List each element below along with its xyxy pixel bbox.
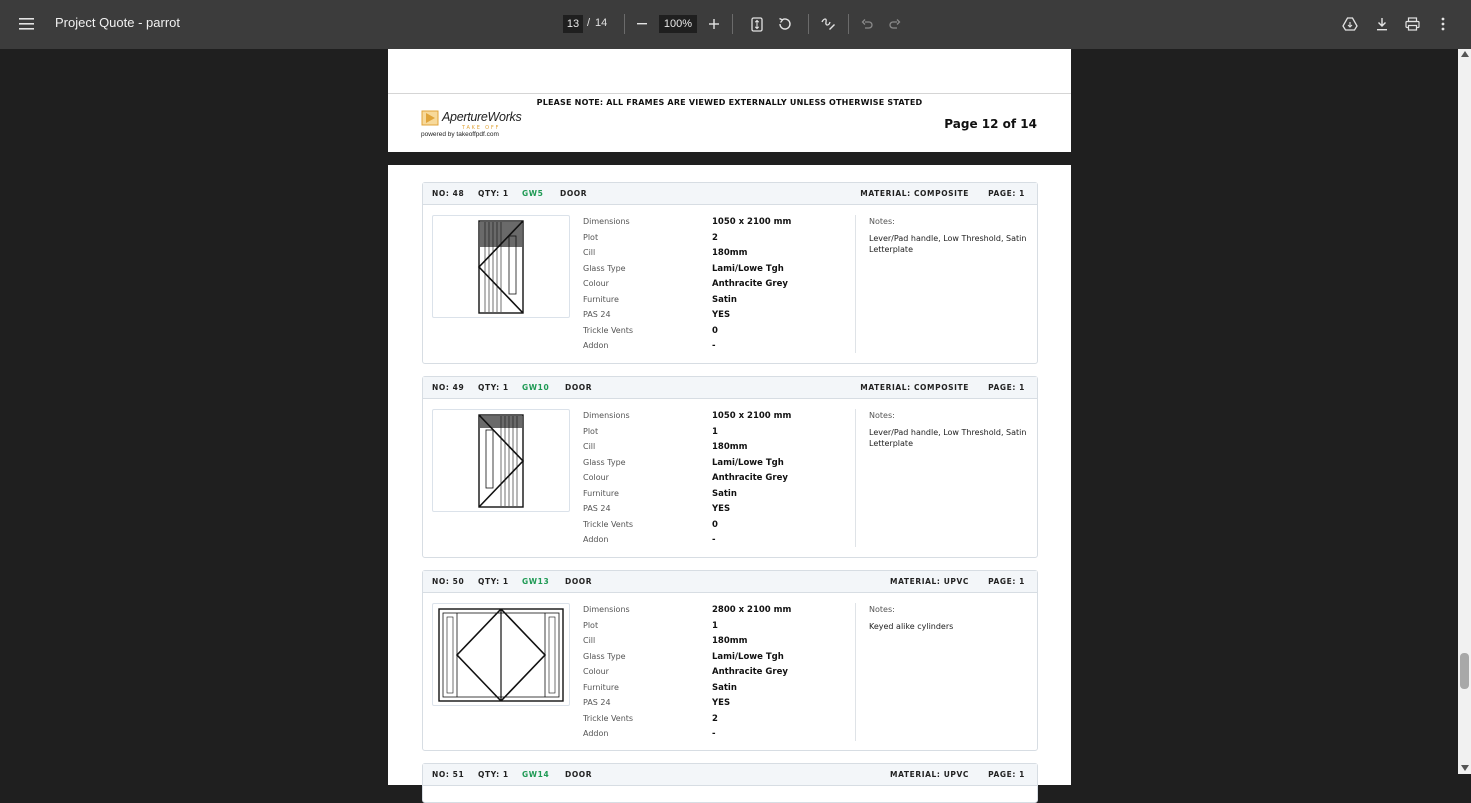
quote-item: [422, 182, 1038, 364]
annotate-icon[interactable]: [818, 14, 838, 34]
notes-divider: [855, 409, 856, 547]
item-page: PAGE: 1: [988, 189, 1025, 198]
item-quantity: QTY: 1: [478, 383, 509, 392]
spec-row: Glass Type Lami/Lowe Tgh: [583, 263, 784, 274]
scroll-thumb[interactable]: [1460, 653, 1469, 689]
vertical-scrollbar[interactable]: [1458, 49, 1471, 774]
page-number-label: Page 12 of 14: [944, 117, 1037, 131]
spec-row: Colour Anthracite Grey: [583, 279, 788, 289]
spec-row: Trickle Vents 0: [583, 519, 718, 530]
toolbar-divider: [848, 14, 849, 34]
spec-row: Trickle Vents 2: [583, 713, 718, 724]
item-header: [423, 183, 1037, 205]
spec-row: PAS 24 YES: [583, 310, 731, 320]
door-drawing-icon: [433, 410, 571, 513]
quote-item: [422, 376, 1038, 558]
total-pages: 14: [595, 17, 608, 29]
rotate-icon[interactable]: [775, 14, 795, 34]
scroll-down-icon[interactable]: [1461, 765, 1469, 771]
spec-row: Addon -: [583, 729, 716, 739]
spec-row: Glass Type Lami/Lowe Tgh: [583, 651, 784, 662]
footer-divider: [388, 93, 1071, 94]
item-header: [423, 764, 1037, 786]
notes-text: Lever/Pad handle, Low Threshold, Satin Letterplate: [869, 428, 1027, 448]
item-specs: [583, 605, 853, 745]
pdf-toolbar: [0, 0, 1471, 49]
patio-door-drawing-icon: [433, 604, 571, 707]
item-material: MATERIAL: UPVC: [890, 577, 969, 586]
item-type: DOOR: [565, 577, 593, 586]
logo-powered-by: powered by takeoffpdf.com: [421, 131, 499, 138]
item-code: GW5: [522, 189, 544, 198]
fit-page-icon[interactable]: [748, 14, 766, 34]
print-icon[interactable]: [1402, 14, 1422, 34]
save-to-drive-icon[interactable]: [1340, 14, 1360, 34]
spec-row: Furniture Satin: [583, 682, 737, 693]
spec-row: PAS 24 YES: [583, 698, 731, 708]
spec-row: Plot 2: [583, 232, 718, 243]
page-number-input[interactable]: 13: [563, 15, 583, 33]
spec-row: Plot 1: [583, 620, 718, 631]
scroll-up-icon[interactable]: [1461, 51, 1469, 57]
spec-row: Addon -: [583, 535, 716, 545]
item-specs: [583, 217, 853, 357]
more-vert-icon[interactable]: [1434, 14, 1452, 34]
item-quantity: QTY: 1: [478, 577, 509, 586]
item-code: GW10: [522, 383, 550, 392]
item-quantity: QTY: 1: [478, 189, 509, 198]
item-page: PAGE: 1: [988, 383, 1025, 392]
company-logo: [421, 108, 531, 142]
notes-text: Keyed alike cylinders: [869, 622, 954, 631]
spec-row: Plot 1: [583, 426, 718, 437]
item-quantity: QTY: 1: [478, 770, 509, 779]
notes-text: Lever/Pad handle, Low Threshold, Satin Letterplate: [869, 234, 1027, 254]
pdf-page-previous: [388, 49, 1071, 152]
pdf-page-current: [388, 165, 1071, 785]
toolbar-divider: [624, 14, 625, 34]
spec-row: Dimensions 1050 x 2100 mm: [583, 411, 792, 421]
notes-label: Notes:: [869, 411, 895, 420]
minus-icon[interactable]: [634, 15, 650, 33]
item-type: DOOR: [560, 189, 588, 198]
door-drawing-icon: [433, 216, 571, 319]
door-drawing-thumbnail: [432, 215, 570, 318]
notes-label: Notes:: [869, 217, 895, 226]
item-page: PAGE: 1: [988, 770, 1025, 779]
item-header: [423, 571, 1037, 593]
spec-row: Dimensions 1050 x 2100 mm: [583, 217, 792, 227]
logo-mark-icon: [421, 110, 441, 128]
document-title: Project Quote - parrot: [55, 15, 180, 30]
spec-row: Cill 180mm: [583, 636, 748, 646]
item-code: GW13: [522, 577, 550, 586]
quote-item: [422, 570, 1038, 751]
zoom-level-input[interactable]: 100%: [659, 15, 697, 33]
spec-row: Trickle Vents 0: [583, 325, 718, 336]
item-type: DOOR: [565, 383, 593, 392]
spec-row: Furniture Satin: [583, 294, 737, 305]
item-number: NO: 51: [432, 770, 465, 779]
download-icon[interactable]: [1372, 14, 1392, 34]
spec-row: Furniture Satin: [583, 488, 737, 499]
spec-row: Cill 180mm: [583, 248, 748, 258]
redo-icon[interactable]: [887, 15, 903, 33]
item-number: NO: 50: [432, 577, 465, 586]
door-drawing-thumbnail: [432, 409, 570, 512]
spec-row: Dimensions 2800 x 2100 mm: [583, 605, 792, 615]
logo-subtext: TAKE OFF: [462, 125, 501, 131]
toolbar-divider: [732, 14, 733, 34]
item-material: MATERIAL: COMPOSITE: [860, 189, 969, 198]
spec-row: PAS 24 YES: [583, 504, 731, 514]
notes-divider: [855, 215, 856, 353]
door-drawing-thumbnail: [432, 603, 570, 706]
undo-icon[interactable]: [859, 15, 875, 33]
item-material: MATERIAL: COMPOSITE: [860, 383, 969, 392]
frames-note: PLEASE NOTE: ALL FRAMES ARE VIEWED EXTERNALLY UNLESS OTHERWISE STATED: [536, 98, 923, 107]
spec-row: Colour Anthracite Grey: [583, 667, 788, 677]
item-material: MATERIAL: UPVC: [890, 770, 969, 779]
logo-text: ApertureWorks: [442, 110, 522, 124]
notes-label: Notes:: [869, 605, 895, 614]
item-number: NO: 48: [432, 189, 465, 198]
item-specs: [583, 411, 853, 551]
page-separator: /: [587, 17, 591, 29]
spec-row: Glass Type Lami/Lowe Tgh: [583, 457, 784, 468]
spec-row: Cill 180mm: [583, 442, 748, 452]
toolbar-divider: [808, 14, 809, 34]
item-code: GW14: [522, 770, 550, 779]
item-number: NO: 49: [432, 383, 465, 392]
spec-row: Addon -: [583, 341, 716, 351]
menu-icon[interactable]: [14, 12, 40, 36]
plus-icon[interactable]: [706, 15, 722, 33]
item-type: DOOR: [565, 770, 593, 779]
quote-item: [422, 763, 1038, 803]
spec-row: Colour Anthracite Grey: [583, 473, 788, 483]
item-page: PAGE: 1: [988, 577, 1025, 586]
notes-divider: [855, 603, 856, 741]
item-header: [423, 377, 1037, 399]
